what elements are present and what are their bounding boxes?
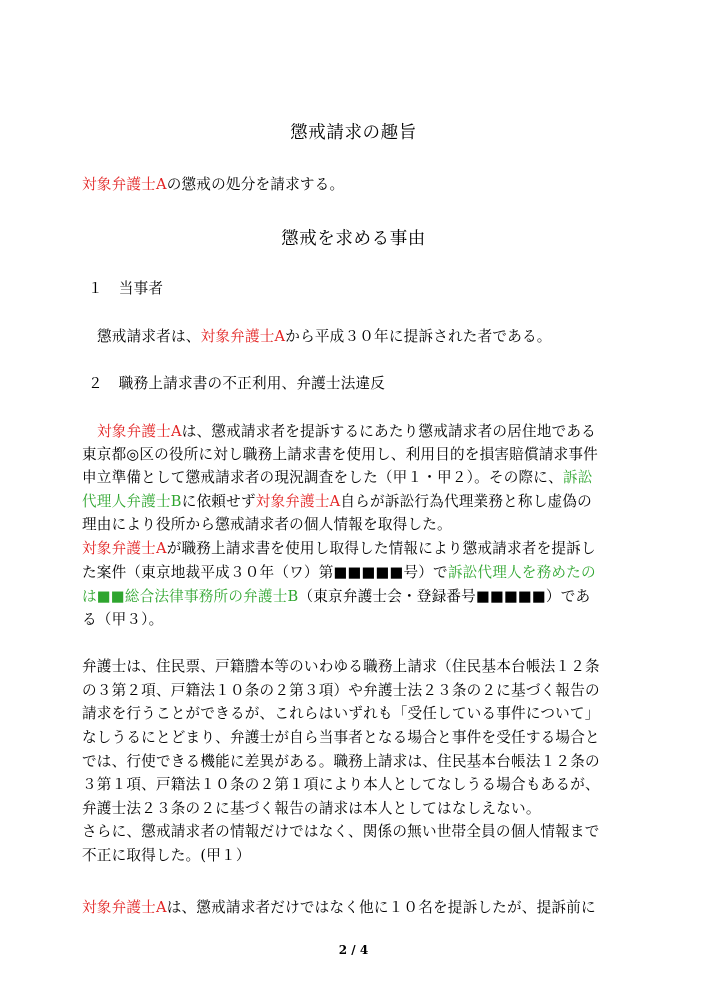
para2-line3: 請求を行うことができるが、これらはいずれも「受任している事件について」 [82,705,600,722]
para2-line2: の３第２項、戸籍法１０条の２第３項）や弁護士法２３条の２に基づく報告の [82,682,600,699]
section2-title: 職務上請求書の不正利用、弁護士法違反 [118,375,386,392]
lawyer-b-label: 訴訟代理人を務めたの [447,564,596,581]
lawyer-b-label: 代理人弁護士B [82,493,182,510]
para1-line9: る（甲３）。 [82,611,164,628]
heading-purpose: 懲戒請求の趣旨 [290,123,417,143]
lawyer-a-name: 対象弁護士A [82,899,167,916]
section1-title: 当事者 [118,280,164,297]
para1-line1: 対象弁護士Aは、懲戒請求者を提訴するにあたり懲戒請求者の居住地である [97,423,596,440]
para1-line8: は■■総合法律事務所の弁護士B（東京弁護士会・登録番号■■■■■）であ [82,588,591,605]
para2-line5: では、行使できる機能に差異がある。職務上請求は、住民基本台帳法１２条の [82,753,600,770]
lawyer-b-label: は■■総合法律事務所の弁護士B [82,588,299,605]
para1-line3: 申立準備として懲戒請求者の現況調査をした（甲１・甲２）。その際に、訴訟 [82,469,593,486]
para1-line7: た案件（東京地裁平成３０年（ワ）第■■■■■号）で訴訟代理人を務めたの [82,564,596,581]
para1-line6: 対象弁護士Aが職務上請求書を使用し取得した情報により懲戒請求者を提訴し [82,540,596,557]
lawyer-a-name: 対象弁護士A [82,176,167,193]
para1-line5: 理由により役所から懲戒請求者の個人情報を取得した。 [82,516,452,533]
heading-grounds: 懲戒を求める事由 [281,229,426,249]
section1-heading [88,279,163,299]
lawyer-a-name: 対象弁護士A [255,493,341,510]
section1-text: 懲戒請求者は、対象弁護士Aから平成３０年に提訴された者である。 [97,328,552,345]
para1-line4: 代理人弁護士Bに依頼せず対象弁護士A自らが訴訟行為代理業務と称し虚偽の [82,493,592,510]
para2-line1: 弁護士は、住民票、戸籍謄本等のいわゆる職務上請求（住民基本台帳法１２条 [82,658,600,675]
para2-line9: 不正に取得した。(甲１） [82,847,251,864]
lawyer-b-label: 訴訟 [562,469,593,486]
lawyer-a-name: 対象弁護士A [97,423,182,440]
section2-heading [88,374,385,394]
lawyer-a-name: 対象弁護士A [200,328,286,345]
para2-line6: ３第１項、戸籍法１０条の２第１項により本人としてなしうる場合もあるが、 [82,776,600,793]
para3-line1: 対象弁護士Aは、懲戒請求者だけではなく他に１０名を提訴したが、提訴前に [82,899,596,916]
purpose-text: の懲戒の処分を請求する。 [166,176,345,193]
page-number: 2 / 4 [338,943,369,957]
para2-line4: なしうるにとどまり、弁護士が自ら当事者となる場合と事件を受任する場合と [82,729,600,746]
para2-line8: さらに、懲戒請求者の情報だけではなく、関係の無い世帯全員の個人情報まで [82,823,600,840]
para2-line7: 弁護士法２３条の２に基づく報告の請求は本人としてはなしえない。 [82,800,541,817]
para1-line2: 東京都◎区の役所に対し職務上請求書を使用し、利用目的を損害賠償請求事件 [82,446,598,463]
section2-number: ２ [88,375,103,392]
lawyer-a-name: 対象弁護士A [82,540,167,557]
purpose-line [82,175,344,195]
section1-number: １ [88,280,103,297]
